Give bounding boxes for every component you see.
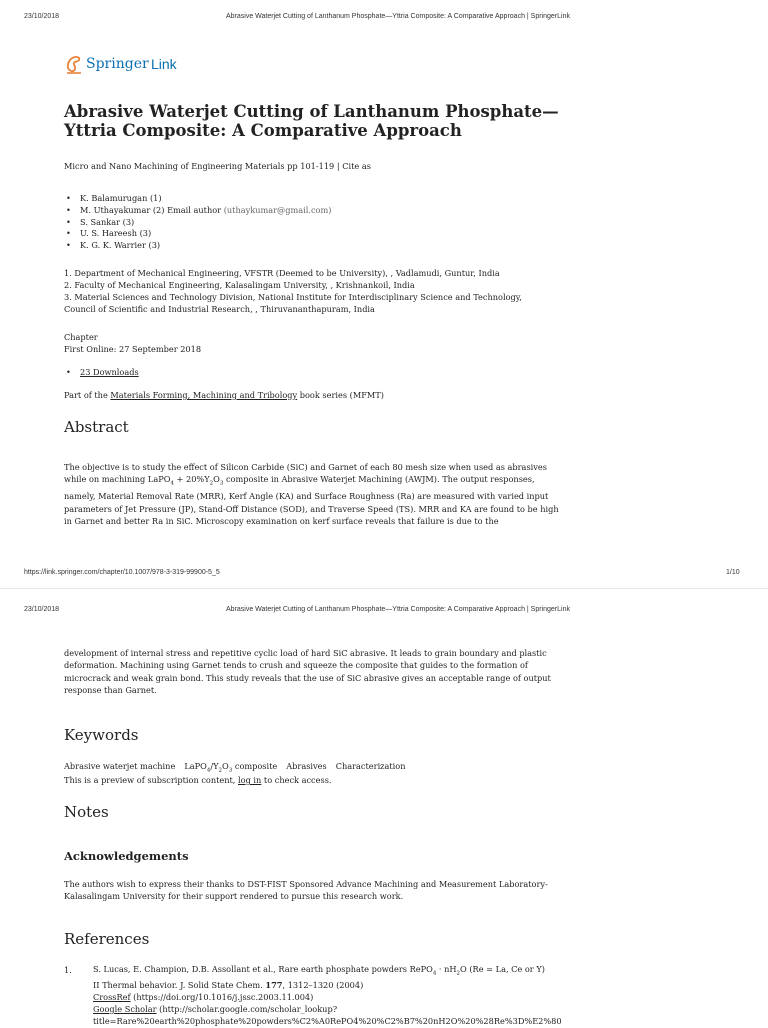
keyword-item: Characterization — [335, 761, 406, 771]
author-item[interactable] — [80, 193, 331, 205]
notes-heading: Notes — [64, 803, 109, 821]
article-title-line2: Yttria Composite: A Comparative Approach — [64, 121, 462, 140]
cite-as-link[interactable]: Cite as — [342, 161, 371, 171]
cite-separator: | — [334, 161, 343, 171]
downloads-item — [66, 366, 139, 378]
reference-number: 1. — [64, 965, 72, 975]
author-item[interactable] — [80, 217, 331, 229]
author-affiliation-ref: (1) — [149, 193, 162, 203]
series-prefix: Part of the — [64, 390, 111, 400]
print-title: Abrasive Waterjet Cutting of Lanthanum Phosphate—Yttria Composite: A Comparative Approach | SpringerLink — [226, 13, 570, 20]
email-author-link[interactable]: Email author — [167, 204, 222, 215]
print-date: 23/10/2018 — [24, 13, 60, 20]
author-name[interactable]: M. Uthayakumar — [80, 204, 151, 215]
page-break — [0, 588, 768, 589]
references-heading: References — [64, 930, 150, 948]
bullet: • — [66, 367, 71, 377]
reference-item — [93, 964, 562, 1028]
abstract-paragraph-2: development of internal stress and repetitive cyclic load of hard SiC abrasive. It leads to grain boundary and plastic deformation. Machining using Garnet tends to crush and squeeze the composite that guides to the formation of microcrack and weak grain bond. This study reveals that the use of SiC abrasive gives an acceptable range of output response than Garnet. — [64, 648, 551, 695]
keywords-heading: Keywords — [64, 726, 139, 744]
author-name[interactable]: K. Balamurugan — [80, 193, 148, 203]
downloads-link[interactable]: 23 Downloads — [80, 367, 139, 377]
crossref-link[interactable]: CrossRef — [93, 992, 131, 1003]
author-name[interactable]: K. G. K. Warrier — [80, 240, 146, 251]
book-info-line — [64, 160, 371, 172]
chapter-type: Chapter — [64, 332, 98, 342]
scholar-line — [93, 1004, 562, 1016]
book-info: Micro and Nano Machining of Engineering Materials pp 101-119 — [64, 161, 335, 171]
author-item[interactable] — [80, 205, 331, 217]
page-number: 1/10 — [726, 569, 740, 576]
print-date: 23/10/2018 — [24, 606, 60, 613]
affiliation-item: 1. Department of Mechanical Engineering, VFSTR (Deemed to be University), , Vadlamudi, Guntur, India — [64, 268, 500, 278]
author-affiliation-ref: (3) — [139, 228, 152, 239]
affiliation-item: Council of Scientific and Industrial Research, , Thiruvananthapuram, India — [64, 304, 375, 314]
first-online: First Online: 27 September 2018 — [64, 344, 202, 354]
series-line — [64, 389, 384, 401]
author-affiliation-ref: (2) — [152, 204, 165, 215]
reference-line: II Thermal behavior. J. Solid State Chem. 177, 1312–1320 (2004) — [93, 980, 364, 991]
abstract-heading: Abstract — [64, 418, 129, 436]
google-scholar-link[interactable]: Google Scholar — [93, 1004, 157, 1015]
series-link[interactable]: Materials Forming, Machining and Tribology — [110, 390, 298, 400]
login-link[interactable]: log in — [238, 775, 262, 785]
springer-wordmark: Springer — [86, 56, 149, 72]
print-url: https://link.springer.com/chapter/10.1007/978-3-319-99900-5_5 — [24, 569, 220, 576]
affiliation-item: 3. Material Sciences and Technology Division, National Institute for Interdisciplinary Science and Technology, — [64, 292, 522, 302]
author-item[interactable] — [80, 228, 331, 240]
affiliation-item: 2. Faculty of Mechanical Engineering, Kalasalingam University, , Krishnankoil, India — [64, 280, 415, 290]
print-title: Abrasive Waterjet Cutting of Lanthanum Phosphate—Yttria Composite: A Comparative Approach | SpringerLink — [226, 606, 570, 613]
preview-text-end: to check access. — [261, 775, 332, 785]
series-suffix: book series (MFMT) — [297, 390, 384, 400]
preview-text: This is a preview of subscription content, — [64, 775, 239, 785]
keyword-item: Abrasives — [286, 761, 327, 771]
acknowledgements-text: The authors wish to express their thanks to DST-FIST Sponsored Advance Machining and Measurement Laboratory-Kalasalingam University for their support rendered to pursue this research work. — [64, 879, 548, 902]
article-title — [64, 102, 559, 140]
author-affiliation-ref: (3) — [122, 216, 135, 227]
author-item[interactable] — [80, 240, 331, 252]
affiliation-list — [64, 267, 522, 315]
springer-horse-icon — [64, 54, 84, 76]
acknowledgements-heading: Acknowledgements — [64, 849, 189, 863]
scholar-url[interactable]: (http://scholar.google.com/scholar_lookup? — [156, 1004, 338, 1015]
crossref-url[interactable]: (https://doi.org/10.1016/j.jssc.2003.11.004) — [130, 992, 314, 1003]
keyword-item: $LaPO_4/Y_2O_3$ composite — [184, 761, 278, 774]
preview-notice — [64, 774, 332, 786]
abstract-paragraph-1: The objective is to study the effect of Silicon Carbide (SiC) and Garnet of each 80 mesh size when used as abrasives while on machining LaPO$_4$ + $20\%Y_2O_3$ composite in Abrasive Waterjet Machining (AWJM). The output responses, namely, Material Removal Rate (MRR), Kerf Angle (KA) and Surface Roughness (Ra) are measured with varied input parameters of Jet Pressure (JP), Stand-Off Distance (SOD), and Traverse Speed (TS). MRR and KA are found to be high in Garnet and better Ra in SiC. Microscopy examination on kerf surface reveals that failure is due to the — [64, 462, 559, 526]
author-email[interactable]: (uthaykumar@gmail.com) — [223, 204, 332, 215]
author-affiliation-ref: (3) — [148, 240, 161, 251]
author-list — [80, 193, 331, 252]
article-title-line1: Abrasive Waterjet Cutting of Lanthanum Phosphate— — [64, 102, 559, 121]
reference-line: S. Lucas, E. Champion, D.B. Assollant et al., Rare earth phosphate powders RePO$_4$ · $nH_2O$ (Re = La, Ce or Y) — [93, 964, 545, 977]
author-name[interactable]: S. Sankar — [80, 216, 121, 227]
scholar-url-continued[interactable]: title=Rare%20earth%20phosphate%20powders%C2%A0RePO4%20%C2%B7%20nH2O%20%28Re%3D%E2%80 — [93, 1015, 562, 1026]
keyword-item: Abrasive waterjet machine — [64, 761, 176, 771]
author-name[interactable]: U. S. Hareesh — [80, 228, 137, 239]
link-wordmark: Link — [151, 56, 177, 72]
crossref-line — [93, 992, 562, 1004]
